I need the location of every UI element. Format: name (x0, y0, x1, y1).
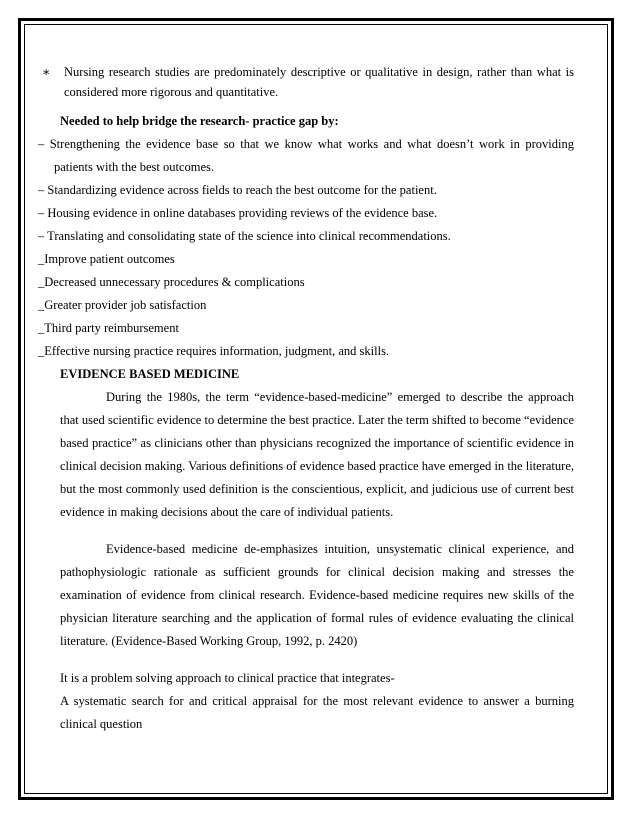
document-body (38, 62, 574, 736)
underscore-item: _Decreased unnecessary procedures & complications (38, 275, 305, 289)
bullet-paragraph (38, 62, 574, 102)
underscore-item: _Greater provider job satisfaction (38, 298, 207, 312)
asterisk-bullet-icon: ∗ (42, 65, 51, 79)
underscore-item: _Improve patient outcomes (38, 252, 175, 266)
bullet-text: Nursing research studies are predominately descriptive or qualitative in design, rather than what is considered more rigorous and quantitative. (64, 65, 574, 99)
dash-item: – Translating and consolidating state of the science into clinical recommendations. (38, 229, 451, 243)
paragraph-2: Evidence-based medicine de-emphasizes intuition, unsystematic clinical experience, and pathophysiologic rationale as sufficient grounds for clinical decision making and stresses the examination of evidence from clinical research. Evidence-based medicine requires new skills of the physician literature searching and the application of formal rules of evidence evaluating the clinical literature. (Evidence-Based Working Group, 1992, p. 2420) (60, 542, 574, 648)
dash-item: – Standardizing evidence across fields to reach the best outcome for the patient. (38, 183, 437, 197)
section-heading: EVIDENCE BASED MEDICINE (60, 367, 240, 381)
paragraph-3-line-1: It is a problem solving approach to clinical practice that integrates- (60, 671, 395, 685)
paragraph-1: During the 1980s, the term “evidence-based-medicine” emerged to describe the approach that used scientific evidence to determine the best practice. Later the term shifted to become “evidence based practice” as clinicians other than physicians recognized the importance of scientific evidence in clinical decision making. Various definitions of evidence based practice have emerged in the literature, but the most commonly used definition is the conscientious, explicit, and judicious use of current best evidence in making decisions about the care of individual patients. (60, 390, 574, 519)
underscore-item: _Third party reimbursement (38, 321, 179, 335)
dash-item: – Strengthening the evidence base so that we know what works and what doesn’t work in providing patients with the best outcomes. (38, 137, 574, 174)
underscore-item: _Effective nursing practice requires information, judgment, and skills. (38, 344, 390, 358)
dash-item: – Housing evidence in online databases providing reviews of the evidence base. (38, 206, 438, 220)
gap-heading: Needed to help bridge the research- practice gap by: (60, 114, 339, 128)
paragraph-3-line-2: A systematic search for and critical appraisal for the most relevant evidence to answer a burning clinical question (60, 694, 574, 731)
